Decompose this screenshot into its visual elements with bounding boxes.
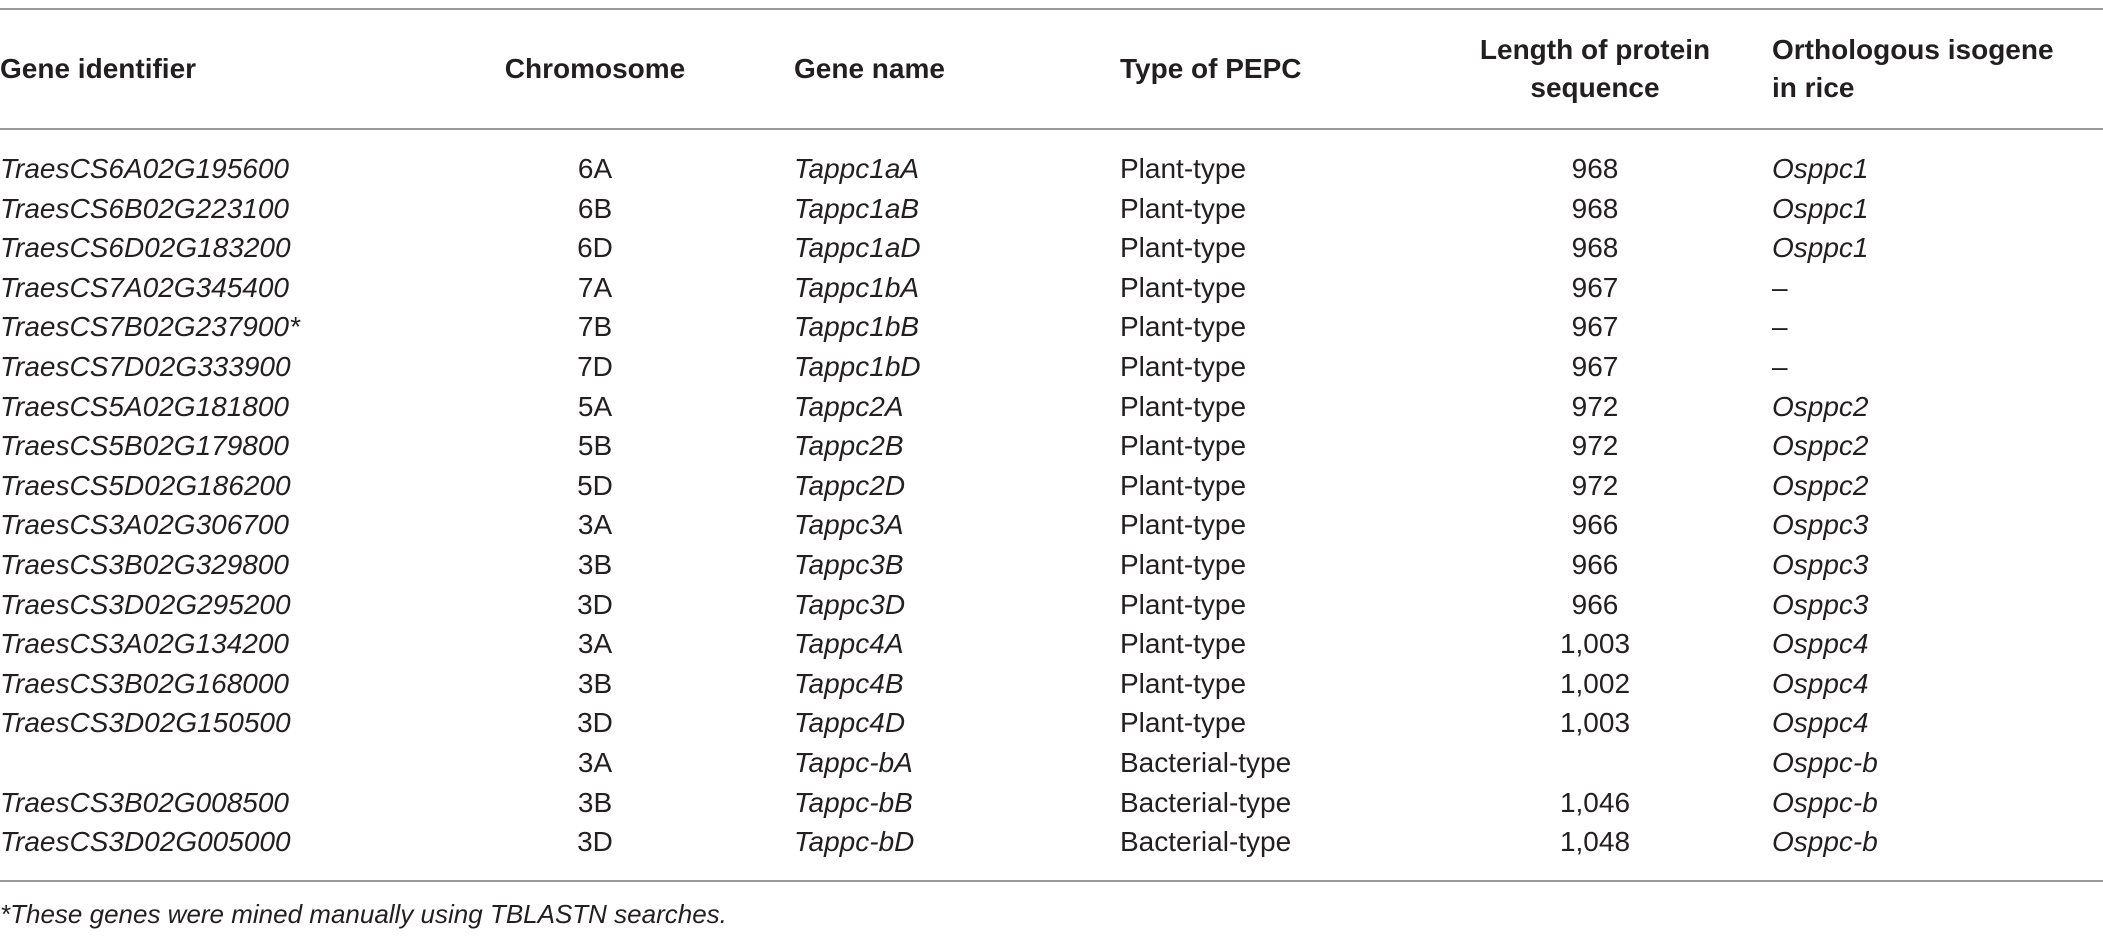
cell-orthologous-isogene: Osppc4 <box>1772 628 1869 660</box>
cell-protein-length: 966 <box>1571 588 1619 620</box>
cell-type-of-pepc: Plant-type <box>1120 509 1247 541</box>
cell-chromosome: 7D <box>577 350 613 382</box>
header-length-line2: sequence <box>1530 72 1660 103</box>
cell-type-of-pepc: Plant-type <box>1120 628 1247 660</box>
cell-gene-identifier: TraesCS7A02G345400 <box>0 271 289 303</box>
header-gene-identifier <box>0 31 360 107</box>
table-bottom-rule <box>0 880 2103 882</box>
cell-protein-length: 966 <box>1571 509 1619 541</box>
cell-orthologous-isogene: Osppc3 <box>1772 509 1869 541</box>
table-row <box>0 426 2103 466</box>
cell-gene-identifier: TraesCS3D02G150500 <box>0 707 291 739</box>
cell-chromosome: 7B <box>577 311 613 343</box>
cell-chromosome: 6D <box>577 232 613 264</box>
cell-gene-identifier: TraesCS7D02G333900 <box>0 350 291 382</box>
table-row <box>0 228 2103 268</box>
cell-chromosome: 3A <box>577 628 613 660</box>
cell-orthologous-isogene: – <box>1772 271 1788 303</box>
table-row <box>0 624 2103 664</box>
cell-type-of-pepc: Plant-type <box>1120 311 1247 343</box>
table-row <box>0 268 2103 308</box>
cell-chromosome: 3D <box>577 707 613 739</box>
cell-type-of-pepc: Plant-type <box>1120 390 1247 422</box>
cell-protein-length: 972 <box>1571 469 1619 501</box>
table-row <box>0 149 2103 189</box>
cell-protein-length: 968 <box>1571 232 1619 264</box>
cell-orthologous-isogene: Osppc-b <box>1772 826 1878 858</box>
table-row <box>0 822 2103 862</box>
header-gene-name-text: Gene name <box>794 53 945 84</box>
cell-chromosome: 5D <box>577 469 613 501</box>
cell-orthologous-isogene: Osppc3 <box>1772 588 1869 620</box>
cell-gene-name: Tappc-bB <box>794 786 913 818</box>
cell-type-of-pepc: Plant-type <box>1120 153 1247 184</box>
cell-chromosome: 3D <box>577 826 613 858</box>
cell-protein-length: 967 <box>1571 271 1619 303</box>
cell-orthologous-isogene: Osppc2 <box>1772 430 1869 462</box>
cell-protein-length: 966 <box>1571 548 1619 580</box>
cell-gene-identifier: TraesCS3D02G005000 <box>0 826 291 858</box>
cell-orthologous-isogene: Osppc-b <box>1772 746 1878 778</box>
cell-type-of-pepc: Bacterial-type <box>1120 786 1292 818</box>
cell-orthologous-isogene: Osppc4 <box>1772 667 1869 699</box>
table-row <box>0 703 2103 743</box>
cell-gene-identifier: TraesCS3A02G134200 <box>0 628 289 660</box>
table-row <box>0 189 2103 229</box>
cell-protein-length: 1,003 <box>1559 707 1631 739</box>
table-row <box>0 307 2103 347</box>
cell-type-of-pepc: Plant-type <box>1120 707 1247 739</box>
cell-gene-name: Tappc1bD <box>794 350 921 382</box>
cell-orthologous-isogene: Osppc3 <box>1772 548 1869 580</box>
cell-gene-identifier: TraesCS5A02G181800 <box>0 390 289 422</box>
cell-protein-length: 968 <box>1571 153 1619 184</box>
cell-chromosome: 3A <box>577 746 613 778</box>
cell-gene-name: Tappc-bD <box>794 826 915 858</box>
cell-gene-identifier: TraesCS6D02G183200 <box>0 232 291 264</box>
table-row <box>0 505 2103 545</box>
cell-gene-name: Tappc2B <box>794 430 904 462</box>
cell-type-of-pepc: Plant-type <box>1120 192 1247 224</box>
cell-orthologous-isogene: Osppc4 <box>1772 707 1869 739</box>
table-row <box>0 743 2103 783</box>
table-row <box>0 387 2103 427</box>
cell-protein-length: 1,002 <box>1559 667 1631 699</box>
cell-gene-name: Tappc-bA <box>794 746 913 778</box>
cell-gene-name: Tappc4B <box>794 667 904 699</box>
header-chromosome <box>480 31 710 107</box>
cell-gene-identifier: TraesCS5B02G179800 <box>0 430 289 462</box>
cell-type-of-pepc: Plant-type <box>1120 271 1247 303</box>
table-row <box>0 783 2103 823</box>
cell-protein-length: 1,048 <box>1559 826 1631 858</box>
cell-gene-identifier: TraesCS3B02G329800 <box>0 548 289 580</box>
cell-gene-name: Tappc3A <box>794 509 904 541</box>
cell-gene-identifier: TraesCS3B02G168000 <box>0 667 289 699</box>
cell-chromosome: 3B <box>577 548 613 580</box>
cell-gene-name: Tappc3D <box>794 588 906 620</box>
cell-type-of-pepc: Plant-type <box>1120 232 1247 264</box>
header-gene-name <box>794 31 1094 107</box>
header-type-of-pepc <box>1120 31 1420 107</box>
cell-type-of-pepc: Plant-type <box>1120 430 1247 462</box>
cell-gene-name: Tappc4D <box>794 707 906 739</box>
cell-gene-name: Tappc2D <box>794 469 906 501</box>
cell-gene-name: Tappc1aA <box>794 153 920 184</box>
cell-protein-length: 972 <box>1571 430 1619 462</box>
cell-protein-length: 967 <box>1571 311 1619 343</box>
cell-orthologous-isogene: Osppc1 <box>1772 153 1869 184</box>
cell-gene-identifier: TraesCS3A02G306700 <box>0 509 289 541</box>
cell-gene-name: Tappc4A <box>794 628 904 660</box>
cell-type-of-pepc: Bacterial-type <box>1120 826 1292 858</box>
cell-chromosome: 3B <box>577 667 613 699</box>
table-row <box>0 545 2103 585</box>
cell-gene-identifier: TraesCS3B02G008500 <box>0 786 289 818</box>
cell-type-of-pepc: Plant-type <box>1120 350 1247 382</box>
cell-type-of-pepc: Plant-type <box>1120 588 1247 620</box>
header-orthologous-isogene <box>1772 31 2092 107</box>
cell-type-of-pepc: Plant-type <box>1120 667 1247 699</box>
cell-protein-length: 1,003 <box>1559 628 1631 660</box>
cell-chromosome: 3A <box>577 509 613 541</box>
cell-protein-length: 1,046 <box>1559 786 1631 818</box>
cell-protein-length: 972 <box>1571 390 1619 422</box>
cell-orthologous-isogene: Osppc2 <box>1772 390 1869 422</box>
cell-chromosome: 6A <box>577 153 613 184</box>
table-header <box>0 10 2103 128</box>
cell-chromosome: 3B <box>577 786 613 818</box>
cell-gene-identifier: TraesCS6B02G223100 <box>0 192 289 224</box>
table-row <box>0 585 2103 625</box>
table-row <box>0 347 2103 387</box>
cell-gene-name: Tappc2A <box>794 390 904 422</box>
header-length-line1: Length of protein <box>1479 34 1711 65</box>
header-gene-identifier-text: Gene identifier <box>0 53 197 84</box>
cell-type-of-pepc: Plant-type <box>1120 548 1247 580</box>
header-chromosome-text: Chromosome <box>504 53 686 84</box>
cell-chromosome: 5B <box>577 430 613 462</box>
cell-chromosome: 7A <box>577 271 613 303</box>
cell-gene-identifier: TraesCS3D02G295200 <box>0 588 291 620</box>
cell-type-of-pepc: Bacterial-type <box>1120 746 1292 778</box>
cell-gene-name: Tappc1aD <box>794 232 921 264</box>
cell-chromosome: 6B <box>577 192 613 224</box>
table-header-rule <box>0 128 2103 130</box>
cell-chromosome: 3D <box>577 588 613 620</box>
cell-orthologous-isogene: – <box>1772 311 1788 343</box>
cell-protein-length: 967 <box>1571 350 1619 382</box>
cell-gene-name: Tappc3B <box>794 548 904 580</box>
cell-protein-length: 968 <box>1571 192 1619 224</box>
cell-orthologous-isogene: Osppc-b <box>1772 786 1878 818</box>
cell-type-of-pepc: Plant-type <box>1120 469 1247 501</box>
header-ortholog-line2: in rice <box>1772 72 1855 103</box>
cell-gene-identifier: TraesCS7B02G237900* <box>0 311 300 343</box>
table-body <box>0 149 2103 862</box>
cell-orthologous-isogene: Osppc1 <box>1772 232 1869 264</box>
header-length-of-protein <box>1440 31 1750 107</box>
table-row <box>0 664 2103 704</box>
table-row <box>0 466 2103 506</box>
cell-gene-identifier: TraesCS5D02G186200 <box>0 469 291 501</box>
cell-gene-name: Tappc1aB <box>794 192 920 224</box>
header-ortholog-line1: Orthologous isogene <box>1772 34 2054 65</box>
header-type-of-pepc-text: Type of PEPC <box>1120 53 1302 84</box>
cell-gene-name: Tappc1bA <box>794 271 920 303</box>
cell-orthologous-isogene: Osppc1 <box>1772 192 1869 224</box>
table-footnote: *These genes were mined manually using TBLASTN searches. <box>0 899 727 929</box>
cell-orthologous-isogene: Osppc2 <box>1772 469 1869 501</box>
cell-gene-name: Tappc1bB <box>794 311 920 343</box>
cell-gene-identifier: TraesCS6A02G195600 <box>0 153 289 184</box>
cell-chromosome: 5A <box>577 390 613 422</box>
cell-orthologous-isogene: – <box>1772 350 1788 382</box>
